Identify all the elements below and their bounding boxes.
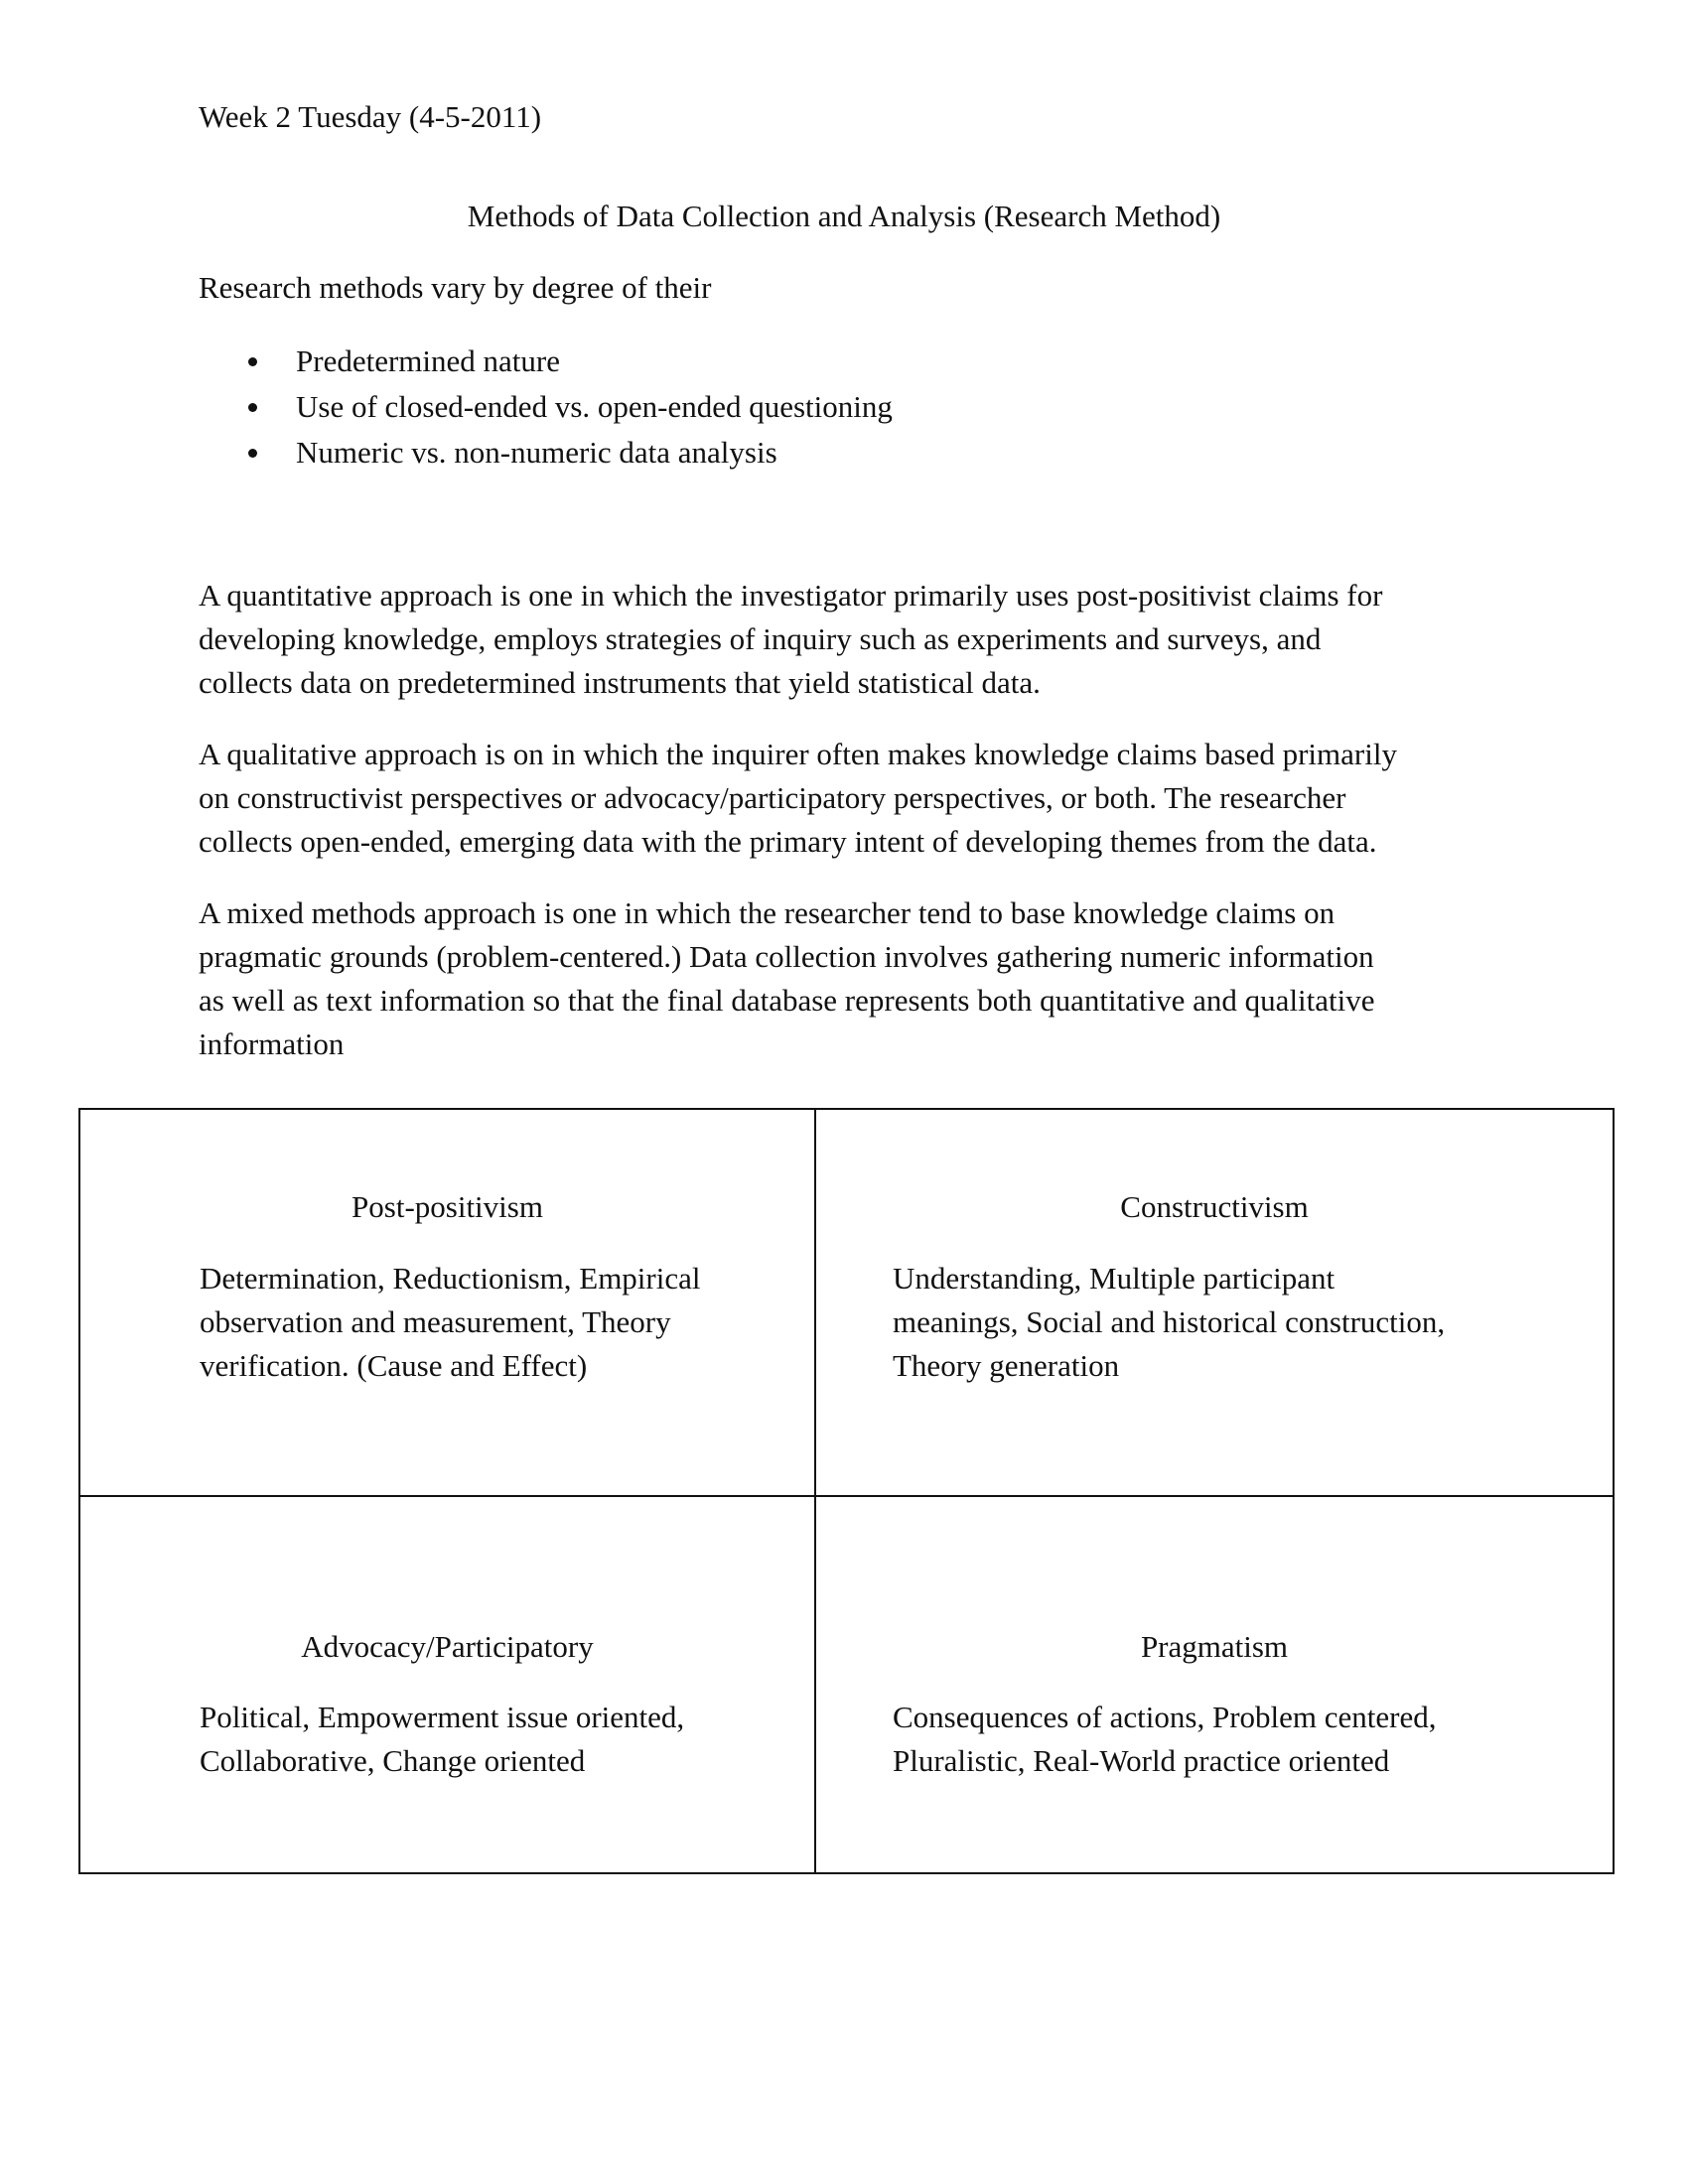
cell-description: Understanding, Multiple participant meanings, Social and historical construction, Theory generation <box>893 1261 1446 1383</box>
cell-heading: Constructivism <box>1120 1189 1309 1224</box>
cell-description: Determination, Reductionism, Empirical observation and measurement, Theory verification. (Cause and Effect) <box>200 1261 701 1383</box>
cell-heading: Post-positivism <box>352 1189 543 1224</box>
document-date: Week 2 Tuesday (4-5-2011) <box>199 99 542 134</box>
bullet-icon <box>248 357 257 366</box>
bullet-icon <box>248 449 257 458</box>
list-item <box>199 340 893 385</box>
table-cell-advocacy-participatory <box>80 1497 816 1872</box>
list-item <box>199 431 893 477</box>
quantitative-paragraph: A quantitative approach is one in which the investigator primarily uses post-positivist claims for developing knowledge, employs strategies of inquiry such as experiments and surveys, and collects data on predetermined instruments that yield statistical data. <box>199 578 1383 700</box>
table-cell-pragmatism <box>816 1497 1613 1872</box>
table-cell-constructivism <box>816 1110 1613 1497</box>
list-item <box>199 385 893 431</box>
bullet-text: Numeric vs. non-numeric data analysis <box>296 435 777 470</box>
cell-description: Political, Empowerment issue oriented, Collaborative, Change oriented <box>200 1700 685 1778</box>
intro-text: Research methods vary by degree of their <box>199 270 712 305</box>
qualitative-paragraph: A qualitative approach is on in which the inquirer often makes knowledge claims based primarily on constructivist perspectives or advocacy/participatory perspectives, or both. The researcher collects open-ended, emerging data with the primary intent of developing themes from the data. <box>199 737 1397 859</box>
cell-heading: Pragmatism <box>1140 1629 1289 1664</box>
bullet-text: Use of closed-ended vs. open-ended questioning <box>296 389 893 424</box>
table-cell-post-positivism <box>80 1110 816 1497</box>
bullet-text: Predetermined nature <box>296 343 560 378</box>
cell-heading: Advocacy/Participatory <box>301 1629 594 1664</box>
worldview-table <box>78 1108 1615 1874</box>
bullet-icon <box>248 403 257 412</box>
bullet-list <box>199 340 893 477</box>
document-title: Methods of Data Collection and Analysis (Research Method) <box>467 199 1221 233</box>
cell-description: Consequences of actions, Problem centered, Pluralistic, Real-World practice oriented <box>893 1700 1437 1778</box>
mixed-methods-paragraph: A mixed methods approach is one in which the researcher tend to base knowledge claims on pragmatic grounds (problem-centered.) Data collection involves gathering numeric information as well as text information so that the final database represents both quantitative and qualitative information <box>199 895 1375 1061</box>
